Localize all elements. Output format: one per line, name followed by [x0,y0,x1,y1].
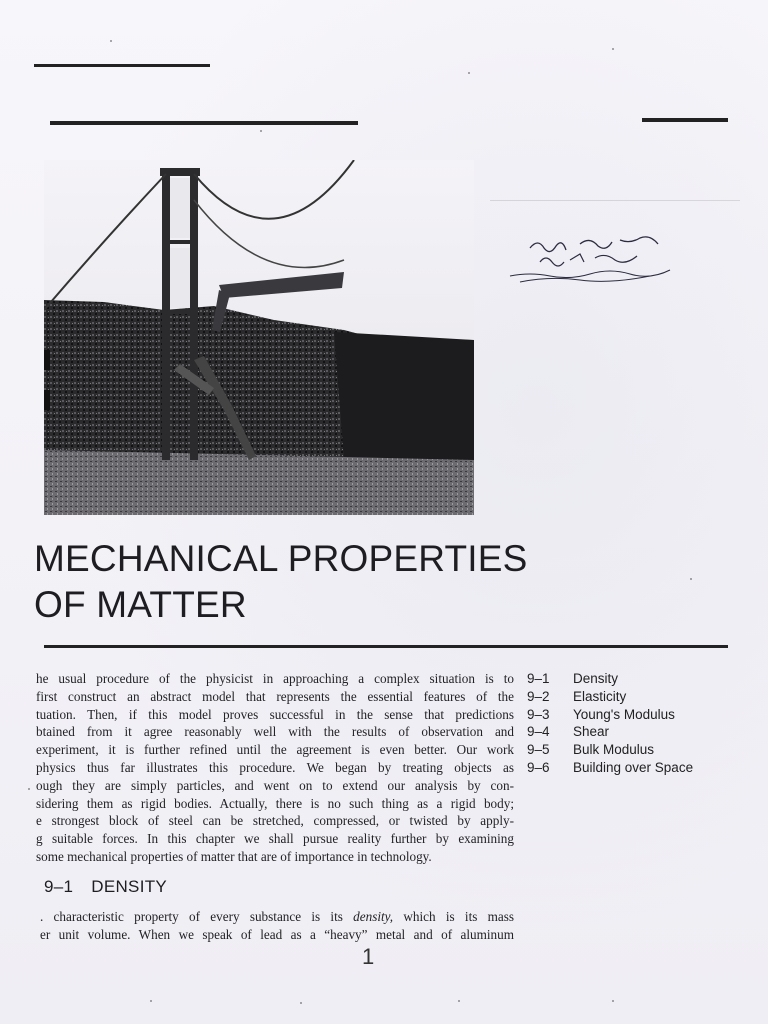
scan-speck [110,40,112,42]
section-line-text: which is its mass [393,909,514,924]
scan-speck [28,788,30,790]
section-number: 9–1 [44,877,74,896]
toc-item-label: Shear [573,724,610,740]
scan-speck [468,72,470,74]
intro-line: ough they are simply particles, and went on to extend our analysis by con- [36,777,514,793]
intro-line: some mechanical properties of matter that are of importance in technology. [36,848,432,864]
scan-speck [150,1000,152,1002]
chapter-contents-list [527,670,747,777]
section-paragraph [40,908,514,944]
chapter-title [34,536,674,628]
intro-line: experiment, it is further refined until the agreement is even better. Our work [36,742,514,758]
header-rule-left [50,121,358,125]
intro-line: tuation. Then, if this model proves successful in the sense that predictions [36,706,514,722]
intro-line: e strongest block of steel can be stretched, compressed, or twisted by apply- [36,813,514,829]
intro-line: first construct an abstract model that represents the essential features of the [36,688,514,704]
handwritten-note-signature [500,230,690,290]
section-line [40,908,514,926]
toc-item-number: 9–2 [527,688,550,704]
top-left-short-rule [34,64,210,67]
collapsed-suspension-bridge-photo [44,160,474,515]
intro-line: physics thus far illustrates this procedure. We began by treating objects as [36,759,514,775]
density-term: density, [353,909,394,924]
scan-speck [458,1000,460,1002]
chapter-title-line-1: MECHANICAL PROPERTIES [34,538,528,579]
toc-item-label: Building over Space [573,759,694,775]
title-rule [44,645,728,648]
toc-item [527,706,747,724]
toc-item [527,741,747,759]
intro-line: sidering them as rigid bodies. Actually, there is no such thing as a rigid body; [36,795,514,811]
chapter-title-line-2: OF MATTER [34,584,247,625]
scan-speck [612,1000,614,1002]
section-line-text: . characteristic property of every substance is its [40,909,354,924]
intro-line: he usual procedure of the physicist in approaching a complex situation is to [36,671,514,686]
toc-item [527,670,747,688]
section-line: er unit volume. When we speak of lead as a “heavy” metal and of aluminum [40,927,514,942]
toc-item [527,688,747,706]
page-number: 1 [362,944,375,969]
section-title: DENSITY [91,877,168,896]
toc-item [527,759,747,777]
toc-item-number: 9–4 [527,724,550,740]
toc-item-label: Density [573,671,619,686]
intro-line: btained from it agree reasonably well with the results of observation and [36,724,514,740]
toc-item-label: Bulk Modulus [573,742,655,758]
toc-item-label: Elasticity [573,688,627,704]
toc-item-number: 9–3 [527,706,550,722]
header-rule-right [642,118,728,122]
toc-item-number: 9–5 [527,742,550,758]
toc-item-label: Young's Modulus [573,706,675,722]
section-heading [44,877,167,897]
toc-item [527,723,747,741]
intro-paragraph [36,670,514,866]
scan-speck [690,578,692,580]
scan-speck [300,1002,302,1004]
scan-speck [260,130,262,132]
toc-item-number: 9–1 [527,671,550,686]
scan-speck [612,48,614,50]
toc-item-number: 9–6 [527,759,550,775]
intro-line: g suitable forces. In this chapter we shall pursue reality further by examining [36,831,514,847]
